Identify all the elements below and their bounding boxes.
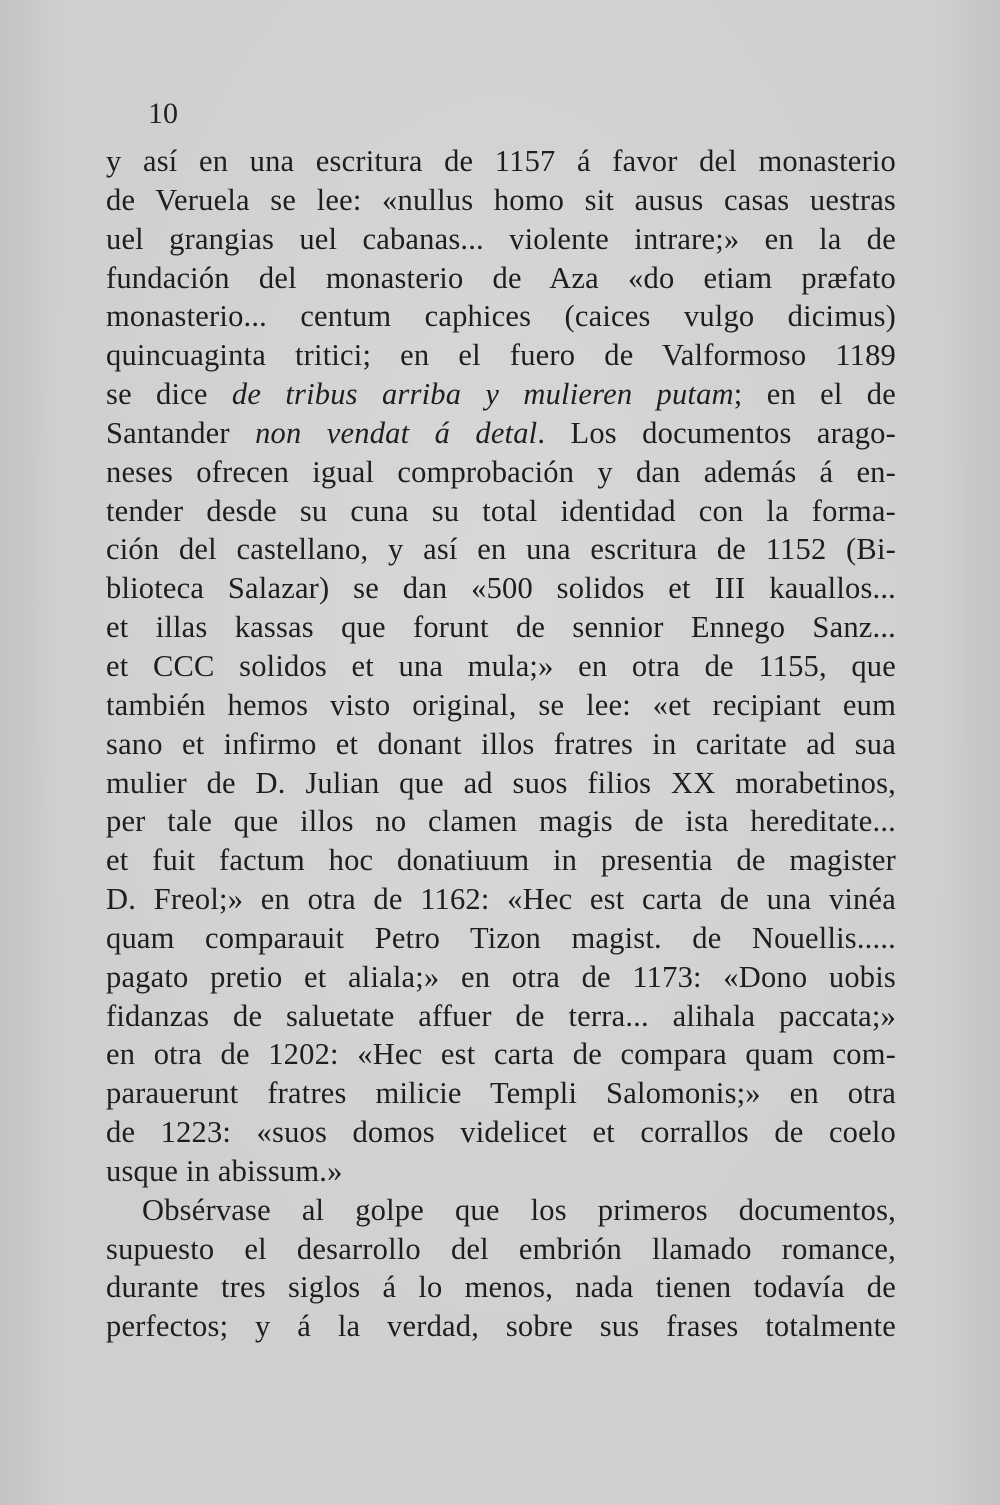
text-segment: . Los documentos arago- [537,415,896,450]
text-line: de Veruela se lee: «nullus homo sit ausus casas uestras [106,182,896,217]
text-line: quincuaginta tritici; en el fuero de Valformoso 1189 [106,338,896,373]
text-line: de 1223: «suos domos videlicet et corrallos de coelo [106,1115,896,1150]
text-line: per tale que illos no clamen magis de ista hereditate... [106,804,896,839]
text-line: Obsérvase al golpe que los primeros documentos, [142,1192,896,1227]
text-line: blioteca Salazar) se dan «500 solidos et III kauallos... [106,571,896,606]
text-line: et illas kassas que forunt de sennior Ennego Sanz... [106,610,896,645]
text-line [106,414,896,453]
italic-text-segment: de tribus arriba y mulieren putam [231,377,734,412]
text-line: ción del castellano, y así en una escritura de 1152 (Bi- [106,532,896,567]
text-line: monasterio... centum caphices (caices vulgo dicimus) [106,299,896,334]
text-line: perfectos; y á la verdad, sobre sus frases totalmente [106,1309,896,1344]
text-segment: se dice [106,377,232,412]
text-line: tender desde su cuna su total identidad con la forma- [106,493,896,528]
text-line: quam comparauit Petro Tizon magist. de Nouellis..... [106,920,896,955]
italic-text-segment: non vendat á detal [255,415,538,450]
text-line: también hemos visto original, se lee: «et recipiant eum [106,687,896,722]
text-segment: Santander [106,415,256,450]
text-line: usque in abissum.» [106,1153,343,1188]
text-line: et fuit factum hoc donatiuum in presentia de magister [106,843,896,878]
text-line: supuesto el desarrollo del embrión llamado romance, [106,1231,896,1266]
text-segment: ; en el de [733,377,896,412]
text-line: D. Freol;» en otra de 1162: «Hec est carta de una vinéa [106,882,896,917]
text-line: uel grangias uel cabanas... violente intrare;» en la de [106,221,896,256]
text-line: mulier de D. Julian que ad suos filios XX morabetinos, [106,765,896,800]
text-line: y así en una escritura de 1157 á favor del monasterio [106,144,896,178]
page-number: 10 [148,97,178,130]
text-line: pagato pretio et aliala;» en otra de 1173: «Dono uobis [106,959,896,994]
text-line: fidanzas de saluetate affuer de terra... alihala paccata;» [106,998,896,1033]
text-line: sano et infirmo et donant illos fratres in caritate ad sua [106,726,896,761]
text-line: fundación del monasterio de Aza «do etiam præfato [106,260,896,295]
text-line: en otra de 1202: «Hec est carta de compara quam com- [106,1037,896,1072]
text-line: neses ofrecen igual comprobación y dan además á en- [106,454,896,489]
text-line: parauerunt fratres milicie Templi Salomonis;» en otra [106,1076,896,1111]
body-text [106,142,896,1346]
text-line: et CCC solidos et una mula;» en otra de 1155, que [106,648,896,683]
text-line [106,375,896,414]
text-line: durante tres siglos á lo menos, nada tienen todavía de [106,1270,896,1305]
